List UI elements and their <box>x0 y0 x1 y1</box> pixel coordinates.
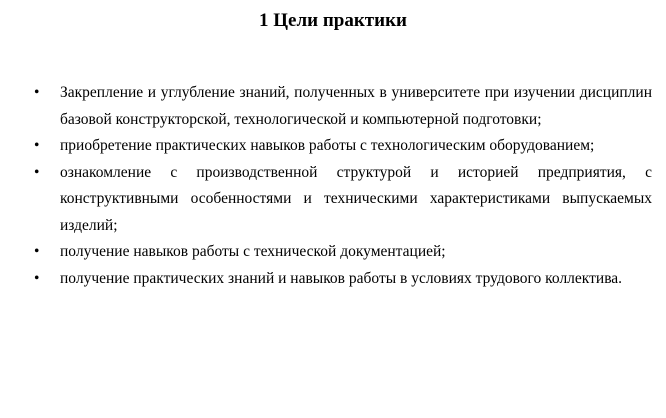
list-item <box>0 266 652 293</box>
list-item-text: ознакомление с производственной структурой и историей предприятия, с конструктивными особенностями и техническими характеристиками выпускаемых изделий; <box>60 163 652 234</box>
list-item <box>0 80 652 133</box>
list-item-text: Закрепление и углубление знаний, полученных в университете при изучении дисциплин базовой конструкторской, технологической и компьютерной подготовки; <box>60 84 652 128</box>
section-heading: 1 Цели практики <box>259 10 407 31</box>
list-item <box>0 239 652 266</box>
list-item-text: получение практических знаний и навыков работы в условиях трудового коллектива. <box>60 269 623 287</box>
list-item <box>0 160 652 240</box>
bullet-icon: • <box>34 243 40 260</box>
list-item-text: приобретение практических навыков работы с технологическим оборудованием; <box>60 137 595 154</box>
bullet-icon: • <box>34 163 40 181</box>
bullet-icon: • <box>34 269 40 287</box>
bullet-icon: • <box>34 84 40 101</box>
bullet-icon: • <box>34 137 40 154</box>
list-item <box>0 133 652 160</box>
list-item-text: получение навыков работы с технической документацией; <box>60 243 446 260</box>
goals-list <box>0 80 666 292</box>
